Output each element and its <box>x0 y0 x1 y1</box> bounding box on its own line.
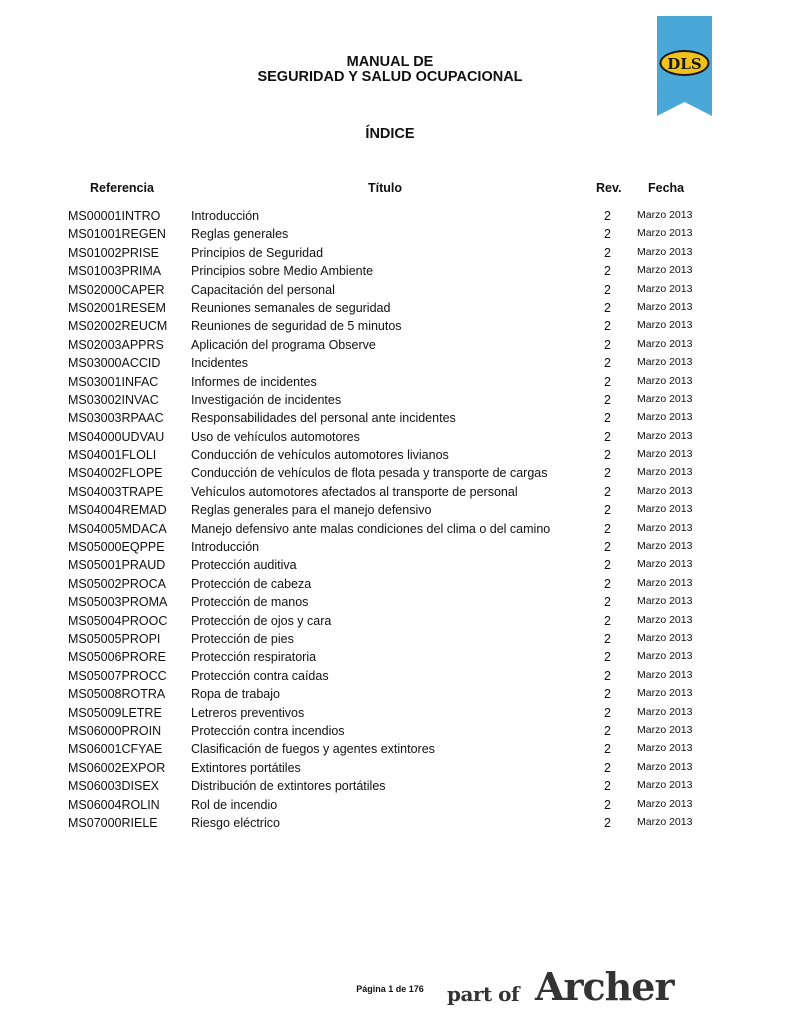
row-date: Marzo 2013 <box>637 209 693 221</box>
row-revision: 2 <box>604 264 611 279</box>
table-row <box>0 686 791 704</box>
row-date: Marzo 2013 <box>637 282 693 295</box>
row-revision: 2 <box>604 595 611 610</box>
row-date: Marzo 2013 <box>637 723 693 736</box>
row-date: Marzo 2013 <box>637 595 693 608</box>
row-revision: 2 <box>604 300 611 315</box>
table-row <box>0 539 791 557</box>
row-reference: MS02000CAPER <box>68 282 165 297</box>
row-title: Rol de incendio <box>191 797 278 812</box>
row-revision: 2 <box>604 374 611 389</box>
row-reference: MS06003DISEX <box>68 779 160 794</box>
table-row <box>0 410 791 428</box>
row-revision: 2 <box>604 484 611 499</box>
row-title: Aplicación del programa Observe <box>191 337 376 352</box>
row-reference: MS04005MDACA <box>68 521 167 536</box>
row-date: Marzo 2013 <box>637 576 693 589</box>
row-reference: MS05002PROCA <box>68 576 166 591</box>
row-title: Ropa de trabajo <box>191 687 280 702</box>
row-date: Marzo 2013 <box>637 429 693 442</box>
row-reference: MS03003RPAAC <box>68 411 164 426</box>
row-reference: MS02003APPRS <box>68 337 164 352</box>
row-revision: 2 <box>604 356 611 371</box>
row-revision: 2 <box>604 337 611 352</box>
row-date: Marzo 2013 <box>637 815 693 828</box>
table-row <box>0 465 791 483</box>
row-revision: 2 <box>604 576 611 591</box>
row-title: Extintores portátiles <box>191 760 301 775</box>
row-revision: 2 <box>604 392 611 407</box>
row-date: Marzo 2013 <box>637 227 693 240</box>
row-revision: 2 <box>604 448 611 463</box>
table-row <box>0 797 791 815</box>
row-reference: MS06002EXPOR <box>68 760 166 775</box>
row-revision: 2 <box>604 503 611 518</box>
table-row <box>0 263 791 281</box>
row-revision: 2 <box>604 650 611 665</box>
table-row <box>0 502 791 520</box>
row-title: Reuniones semanales de seguridad <box>191 300 391 315</box>
row-reference: MS02002REUCM <box>68 319 168 334</box>
row-title: Protección contra incendios <box>191 723 345 738</box>
column-header-reference: Referencia <box>90 181 154 195</box>
table-row <box>0 392 791 410</box>
row-title: Introducción <box>191 540 260 555</box>
table-row <box>0 778 791 796</box>
table-row <box>0 576 791 594</box>
table-row <box>0 521 791 539</box>
row-revision: 2 <box>604 687 611 702</box>
table-row <box>0 245 791 263</box>
row-title: Informes de incidentes <box>191 374 317 389</box>
table-row <box>0 300 791 318</box>
row-revision: 2 <box>604 779 611 794</box>
column-header-revision: Rev. <box>596 181 622 195</box>
row-title: Principios sobre Medio Ambiente <box>191 264 374 279</box>
row-reference: MS06004ROLIN <box>68 797 160 812</box>
row-reference: MS05006PRORE <box>68 650 166 665</box>
row-title: Vehículos automotores afectados al transporte de personal <box>191 484 518 499</box>
row-reference: MS05001PRAUD <box>68 558 166 573</box>
row-revision: 2 <box>604 540 611 555</box>
row-revision: 2 <box>604 613 611 628</box>
row-revision: 2 <box>604 429 611 444</box>
row-reference: MS03002INVAC <box>68 392 159 407</box>
row-reference: MS04002FLOPE <box>68 466 163 481</box>
row-title: Manejo defensivo ante malas condiciones del clima o del camino <box>191 521 551 536</box>
table-row <box>0 226 791 244</box>
row-title: Responsabilidades del personal ante incidentes <box>191 411 456 426</box>
row-date: Marzo 2013 <box>637 411 693 424</box>
row-title: Letreros preventivos <box>191 705 305 720</box>
row-revision: 2 <box>604 631 611 646</box>
row-revision: 2 <box>604 797 611 812</box>
index-table <box>0 208 791 833</box>
row-revision: 2 <box>604 411 611 426</box>
row-title: Distribución de extintores portátiles <box>191 779 386 794</box>
row-revision: 2 <box>604 742 611 757</box>
logo-text: DLS <box>667 55 702 73</box>
row-title: Introducción <box>191 209 260 223</box>
row-date: Marzo 2013 <box>637 356 693 369</box>
row-reference: MS03000ACCID <box>68 356 161 371</box>
table-row <box>0 741 791 759</box>
table-row <box>0 318 791 336</box>
table-row <box>0 649 791 667</box>
table-row <box>0 613 791 631</box>
dls-logo <box>657 16 712 116</box>
row-revision: 2 <box>604 705 611 720</box>
row-revision: 2 <box>604 319 611 334</box>
row-date: Marzo 2013 <box>637 374 693 387</box>
row-reference: MS05005PROPI <box>68 631 161 646</box>
row-reference: MS01003PRIMA <box>68 264 162 279</box>
row-title: Reglas generales para el manejo defensivo <box>191 503 432 518</box>
row-reference: MS01001REGEN <box>68 227 166 242</box>
row-title: Protección auditiva <box>191 558 297 573</box>
row-date: Marzo 2013 <box>637 558 693 571</box>
row-reference: MS05009LETRE <box>68 705 162 720</box>
row-title: Riesgo eléctrico <box>191 815 280 830</box>
row-date: Marzo 2013 <box>637 264 693 277</box>
row-reference: MS00001INTRO <box>68 209 161 223</box>
row-title: Uso de vehículos automotores <box>191 429 360 444</box>
row-date: Marzo 2013 <box>637 503 693 516</box>
row-date: Marzo 2013 <box>637 540 693 553</box>
row-title: Protección de pies <box>191 631 294 646</box>
table-row <box>0 484 791 502</box>
row-title: Protección de ojos y cara <box>191 613 332 628</box>
row-date: Marzo 2013 <box>637 300 693 313</box>
row-reference: MS04000UDVAU <box>68 429 165 444</box>
table-row <box>0 557 791 575</box>
row-date: Marzo 2013 <box>637 448 693 461</box>
row-date: Marzo 2013 <box>637 337 693 350</box>
row-revision: 2 <box>604 466 611 481</box>
row-reference: MS04001FLOLI <box>68 448 157 463</box>
row-date: Marzo 2013 <box>637 760 693 773</box>
row-title: Reuniones de seguridad de 5 minutos <box>191 319 402 334</box>
row-date: Marzo 2013 <box>637 392 693 405</box>
row-revision: 2 <box>604 815 611 830</box>
column-header-date: Fecha <box>648 181 685 195</box>
index-heading: ÍNDICE <box>365 126 415 142</box>
row-reference: MS05000EQPPE <box>68 540 165 555</box>
row-reference: MS06001CFYAE <box>68 742 163 757</box>
archer-brand-logo <box>447 964 717 1009</box>
row-date: Marzo 2013 <box>637 484 693 497</box>
row-title: Clasificación de fuegos y agentes extintores <box>191 742 435 757</box>
table-row <box>0 815 791 833</box>
row-reference: MS05008ROTRA <box>68 687 166 702</box>
row-title: Incidentes <box>191 356 248 371</box>
row-reference: MS05003PROMA <box>68 595 168 610</box>
row-revision: 2 <box>604 227 611 242</box>
table-row <box>0 282 791 300</box>
document-title-line1: MANUAL DE <box>346 54 434 70</box>
row-reference: MS04004REMAD <box>68 503 167 518</box>
row-title: Protección de cabeza <box>191 576 312 591</box>
row-reference: MS02001RESEM <box>68 300 166 315</box>
column-header-title: Título <box>368 181 403 195</box>
table-row <box>0 631 791 649</box>
row-date: Marzo 2013 <box>637 319 693 332</box>
row-date: Marzo 2013 <box>637 466 693 479</box>
row-date: Marzo 2013 <box>637 631 693 644</box>
table-row <box>0 374 791 392</box>
row-date: Marzo 2013 <box>637 668 693 681</box>
document-title-line2: SEGURIDAD Y SALUD OCUPACIONAL <box>257 69 523 85</box>
row-reference: MS04003TRAPE <box>68 484 164 499</box>
row-date: Marzo 2013 <box>637 650 693 663</box>
row-revision: 2 <box>604 209 611 223</box>
table-row <box>0 760 791 778</box>
table-row <box>0 337 791 355</box>
brand-prefix: part of <box>447 982 520 1006</box>
brand-name: Archer <box>535 964 674 1009</box>
row-date: Marzo 2013 <box>637 797 693 810</box>
row-revision: 2 <box>604 668 611 683</box>
row-reference: MS06000PROIN <box>68 723 162 738</box>
row-date: Marzo 2013 <box>637 521 693 534</box>
row-title: Protección respiratoria <box>191 650 317 665</box>
row-revision: 2 <box>604 558 611 573</box>
row-revision: 2 <box>604 282 611 297</box>
table-row <box>0 594 791 612</box>
row-reference: MS05007PROCC <box>68 668 167 683</box>
row-date: Marzo 2013 <box>637 245 693 258</box>
table-row <box>0 668 791 686</box>
table-row <box>0 723 791 741</box>
row-title: Protección contra caídas <box>191 668 329 683</box>
row-title: Principios de Seguridad <box>191 245 324 260</box>
table-row <box>0 705 791 723</box>
row-reference: MS05004PROOC <box>68 613 168 628</box>
row-title: Conducción de vehículos de flota pesada y transporte de cargas <box>191 466 548 481</box>
page-number: Página 1 de 176 <box>356 984 424 994</box>
row-reference: MS07000RIELE <box>68 815 158 830</box>
table-row <box>0 208 791 226</box>
table-row <box>0 447 791 465</box>
row-date: Marzo 2013 <box>637 705 693 718</box>
row-reference: MS03001INFAC <box>68 374 159 389</box>
row-reference: MS01002PRISE <box>68 245 160 260</box>
row-date: Marzo 2013 <box>637 687 693 700</box>
row-revision: 2 <box>604 245 611 260</box>
row-date: Marzo 2013 <box>637 779 693 792</box>
row-title: Protección de manos <box>191 595 309 610</box>
row-revision: 2 <box>604 723 611 738</box>
row-date: Marzo 2013 <box>637 742 693 755</box>
row-date: Marzo 2013 <box>637 613 693 626</box>
table-row <box>0 355 791 373</box>
row-revision: 2 <box>604 760 611 775</box>
row-title: Reglas generales <box>191 227 289 242</box>
table-row <box>0 429 791 447</box>
row-title: Conducción de vehículos automotores livianos <box>191 448 449 463</box>
row-title: Capacitación del personal <box>191 282 335 297</box>
row-revision: 2 <box>604 521 611 536</box>
row-title: Investigación de incidentes <box>191 392 342 407</box>
